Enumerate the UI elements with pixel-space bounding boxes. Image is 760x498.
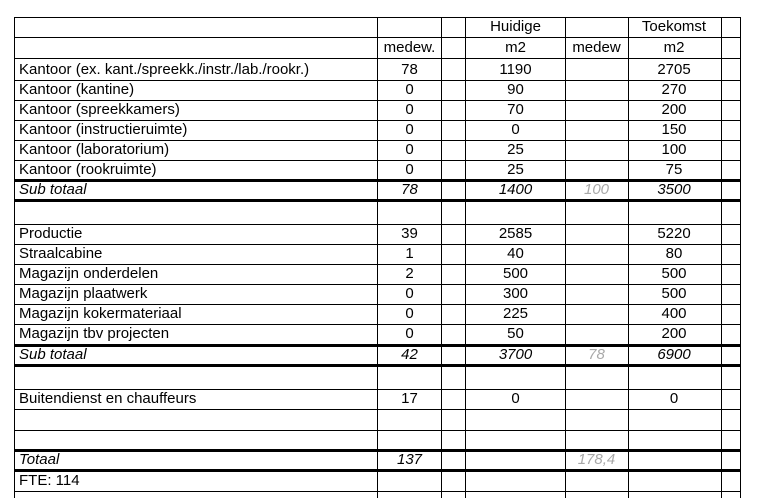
cell-m2_future: 200 (661, 101, 687, 118)
cell-m2: 225 (502, 305, 529, 322)
cell-medew: 0 (405, 101, 414, 118)
cell-m2_future: 150 (661, 121, 687, 138)
cell-medew: 78 (401, 61, 418, 78)
cell-m2_future: 100 (661, 141, 687, 158)
cell-m2_future: 0 (669, 390, 679, 407)
cell-medew: 0 (405, 285, 414, 302)
cell-medew: 0 (405, 141, 414, 158)
cell-label: Kantoor (spreekkamers) (19, 101, 180, 118)
cell-medew2: 78 (588, 346, 605, 363)
grid-vline (565, 17, 566, 498)
cell-m2: 500 (502, 265, 529, 282)
grid-vline (740, 17, 741, 498)
cell-medew2: 178,4 (577, 451, 616, 468)
cell-medew: 0 (405, 81, 414, 98)
cell-label: Totaal (19, 451, 60, 468)
cell-m2_future: 200 (661, 325, 687, 342)
header-toekomst: Toekomst (641, 18, 707, 35)
cell-medew: 1 (405, 245, 414, 262)
cell-m2: 70 (507, 101, 524, 118)
cell-m2_future: 3500 (657, 181, 691, 198)
cell-label: Magazijn onderdelen (19, 265, 159, 282)
cell-label: Sub totaal (19, 181, 87, 198)
cell-medew: 137 (396, 451, 423, 468)
cell-m2: 1190 (499, 61, 532, 78)
cell-label: Kantoor (instructieruimte) (19, 121, 188, 138)
cell-m2: 90 (507, 81, 524, 98)
cell-label: FTE: 114 (19, 472, 80, 489)
cell-m2_future: 500 (661, 265, 687, 282)
cell-m2: 300 (502, 285, 529, 302)
cell-m2_future: 400 (661, 305, 687, 322)
cell-m2: 50 (507, 325, 524, 342)
cell-m2_future: 75 (665, 161, 683, 178)
cell-medew: 0 (405, 325, 414, 342)
cell-m2_future: 2705 (657, 61, 691, 78)
cell-label: Kantoor (ex. kant./spreekk./instr./lab./rookr.) (19, 61, 310, 78)
cell-medew: 0 (405, 161, 414, 178)
cell-m2_future: 80 (665, 245, 683, 262)
cell-label: Magazijn tbv projecten (19, 325, 170, 342)
cell-medew: 2 (405, 265, 414, 282)
cell-medew: 42 (401, 346, 418, 363)
header-huidige: Huidige (490, 18, 541, 35)
header-m2-future: m2 (663, 39, 685, 56)
cell-label: Straalcabine (19, 245, 103, 262)
header-medew-current: medew. (383, 39, 436, 56)
grid-vline (441, 17, 442, 498)
cell-m2_future: 270 (661, 81, 687, 98)
cell-m2: 3700 (498, 346, 533, 363)
cell-m2: 2585 (498, 225, 533, 242)
cell-m2_future: 6900 (657, 346, 691, 363)
cell-m2_future: 5220 (657, 225, 691, 242)
cell-m2: 25 (507, 141, 524, 158)
cell-medew2: 100 (583, 181, 610, 198)
cell-medew: 0 (405, 121, 414, 138)
cell-m2: 25 (507, 161, 524, 178)
cell-m2: 1400 (498, 181, 533, 198)
cell-label: Productie (19, 225, 83, 242)
grid-vline (14, 17, 15, 498)
header-medew-future: medew (572, 39, 621, 56)
cell-medew: 78 (401, 181, 418, 198)
cell-label: Magazijn kokermateriaal (19, 305, 182, 322)
cell-label: Kantoor (kantine) (19, 81, 135, 98)
grid-vline (721, 17, 722, 498)
cell-label: Kantoor (rookruimte) (19, 161, 157, 178)
cell-m2: 0 (511, 121, 520, 138)
cell-medew: 0 (405, 305, 414, 322)
header-m2-current: m2 (505, 39, 526, 56)
cell-m2_future: 500 (661, 285, 687, 302)
cell-m2: 40 (507, 245, 524, 262)
cell-label: Magazijn plaatwerk (19, 285, 148, 302)
cell-label: Kantoor (laboratorium) (19, 141, 170, 158)
cell-medew: 39 (401, 225, 418, 242)
cell-medew: 17 (401, 390, 418, 407)
cell-label: Buitendienst en chauffeurs (19, 390, 197, 407)
cell-label: Sub totaal (19, 346, 87, 363)
cell-m2: 0 (511, 390, 520, 407)
